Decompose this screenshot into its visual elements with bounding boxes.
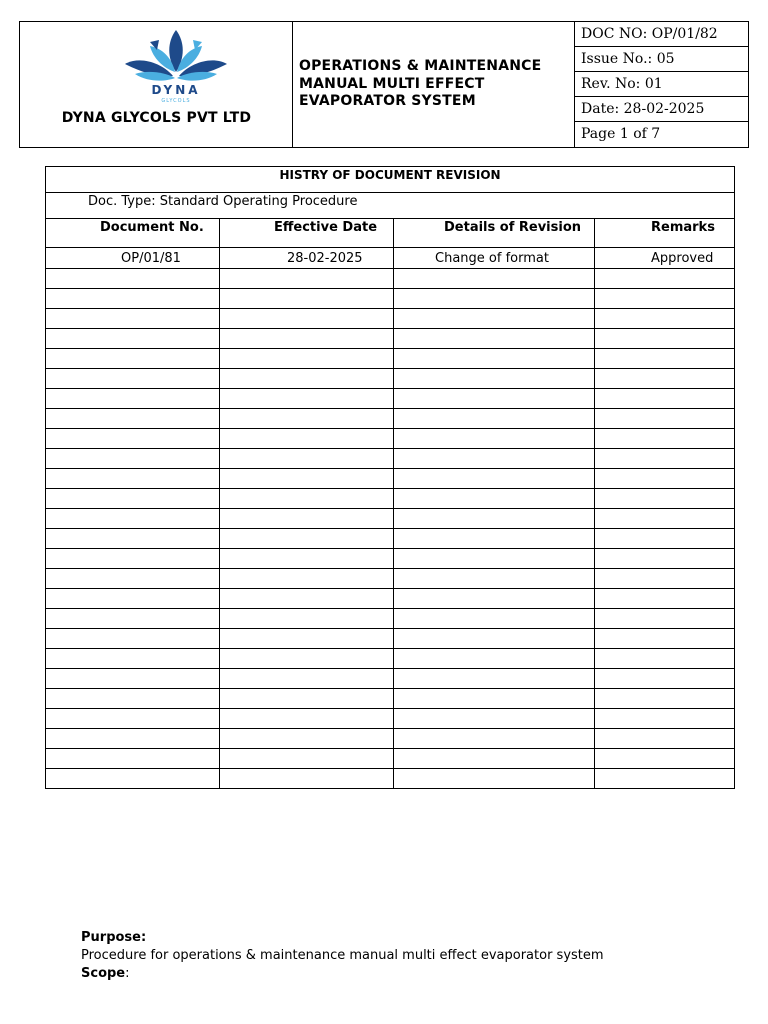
empty-table-cell [46,389,220,409]
empty-table-cell [220,529,394,549]
table-cell: Approved [595,248,735,269]
empty-table-cell [595,469,735,489]
empty-table-cell [595,609,735,629]
empty-table-cell [46,669,220,689]
empty-table-cell [220,289,394,309]
title-line: EVAPORATOR SYSTEM [299,93,476,109]
column-header: Effective Date [220,219,394,248]
empty-table-row [46,589,735,609]
doc-number: DOC NO: OP/01/82 [575,22,749,47]
empty-table-cell [595,709,735,729]
empty-table-cell [46,289,220,309]
empty-table-cell [46,509,220,529]
empty-table-cell [220,349,394,369]
empty-table-row [46,649,735,669]
purpose-label: Purpose: [81,930,147,945]
empty-table-row [46,629,735,649]
empty-table-row [46,389,735,409]
empty-table-cell [220,729,394,749]
empty-table-cell [220,509,394,529]
empty-table-cell [220,369,394,389]
empty-table-cell [46,349,220,369]
empty-table-cell [46,409,220,429]
empty-table-row [46,709,735,729]
empty-table-cell [595,389,735,409]
empty-table-cell [46,489,220,509]
empty-table-cell [595,409,735,429]
empty-table-cell [220,709,394,729]
page-number: Page 1 of 7 [581,126,661,142]
empty-table-row [46,469,735,489]
empty-table-cell [595,449,735,469]
empty-table-row [46,349,735,369]
empty-table-cell [394,329,595,349]
empty-table-cell [394,529,595,549]
revision-history-table [45,166,735,789]
empty-table-cell [394,629,595,649]
empty-table-cell [394,589,595,609]
table-header-row [46,219,735,248]
empty-table-cell [595,649,735,669]
empty-table-cell [394,769,595,789]
empty-table-cell [394,729,595,749]
empty-table-row [46,769,735,789]
lotus-logo-icon [123,28,229,108]
empty-table-cell [46,309,220,329]
logo-brand-text: DYNA [151,83,201,97]
empty-table-row [46,509,735,529]
empty-table-cell [46,649,220,669]
empty-table-cell [394,709,595,729]
empty-table-cell [220,649,394,669]
empty-table-cell [46,449,220,469]
empty-table-cell [394,449,595,469]
empty-table-row [46,449,735,469]
empty-table-row [46,729,735,749]
empty-table-cell [394,409,595,429]
empty-table-cell [595,689,735,709]
empty-table-row [46,309,735,329]
column-header: Document No. [46,219,220,248]
scope-colon: : [125,966,130,981]
empty-table-cell [220,629,394,649]
empty-table-cell [46,469,220,489]
empty-table-cell [595,589,735,609]
document-title [299,58,579,111]
empty-table-cell [220,329,394,349]
empty-table-cell [220,469,394,489]
empty-table-row [46,289,735,309]
empty-table-row [46,269,735,289]
title-line: MANUAL MULTI EFFECT [299,75,485,92]
empty-table-cell [46,729,220,749]
empty-table-cell [220,569,394,589]
empty-table-cell [595,369,735,389]
empty-table-cell [595,349,735,369]
empty-table-cell [220,309,394,329]
revision-number: Rev. No: 01 [575,72,749,97]
document-date: Date: 28-02-2025 [575,97,749,122]
empty-table-cell [46,529,220,549]
empty-table-row [46,609,735,629]
title-line: OPERATIONS & MAINTENANCE [299,58,542,74]
empty-table-cell [220,549,394,569]
empty-table-row [46,429,735,449]
empty-table-cell [220,589,394,609]
document-meta [574,22,749,147]
empty-table-row [46,549,735,569]
empty-table-cell [394,689,595,709]
empty-table-cell [595,549,735,569]
logo-sub-text: GLYCOLS [161,98,191,104]
table-cell: OP/01/81 [46,248,220,269]
empty-table-cell [46,369,220,389]
empty-table-cell [220,689,394,709]
empty-table-row [46,669,735,689]
empty-table-cell [220,609,394,629]
document-header [19,21,749,148]
issue-number: Issue No.: 05 [575,47,749,72]
empty-table-cell [394,269,595,289]
empty-table-cell [394,569,595,589]
empty-table-cell [394,349,595,369]
empty-table-row [46,369,735,389]
empty-table-cell [595,749,735,769]
empty-table-cell [220,749,394,769]
purpose-section [81,929,604,983]
empty-table-cell [46,329,220,349]
company-name: DYNA GLYCOLS PVT LTD [61,110,252,126]
empty-table-cell [394,469,595,489]
empty-table-cell [46,689,220,709]
empty-table-cell [220,389,394,409]
empty-table-cell [46,749,220,769]
empty-table-row [46,749,735,769]
empty-table-cell [394,389,595,409]
empty-table-row [46,409,735,429]
doc-type: Doc. Type: Standard Operating Procedure [46,193,735,219]
empty-table-cell [394,609,595,629]
empty-table-cell [46,769,220,789]
empty-table-cell [394,289,595,309]
empty-table-cell [220,409,394,429]
column-header: Remarks [595,219,735,248]
empty-table-cell [595,509,735,529]
purpose-text: Procedure for operations & maintenance manual multi effect evaporator system [81,948,604,963]
empty-table-cell [46,429,220,449]
empty-table-cell [394,429,595,449]
empty-table-cell [595,309,735,329]
revision-table-title: HISTRY OF DOCUMENT REVISION [46,167,735,193]
logo-cell [20,22,293,147]
empty-table-row [46,529,735,549]
table-cell: Change of format [394,248,595,269]
empty-table-cell [220,769,394,789]
empty-table-cell [220,449,394,469]
empty-table-cell [394,649,595,669]
empty-table-row [46,569,735,589]
empty-table-cell [46,269,220,289]
empty-table-cell [220,429,394,449]
empty-table-cell [394,509,595,529]
empty-table-cell [394,749,595,769]
empty-table-cell [595,529,735,549]
empty-table-cell [595,429,735,449]
empty-table-cell [46,709,220,729]
empty-table-row [46,489,735,509]
empty-table-cell [46,589,220,609]
column-header: Details of Revision [394,219,595,248]
empty-table-cell [595,569,735,589]
empty-table-cell [595,489,735,509]
empty-table-cell [595,729,735,749]
empty-table-cell [220,669,394,689]
empty-table-cell [46,609,220,629]
empty-table-cell [595,769,735,789]
empty-table-cell [595,629,735,649]
empty-table-cell [220,489,394,509]
empty-table-cell [46,629,220,649]
empty-table-cell [595,289,735,309]
empty-table-cell [394,309,595,329]
empty-table-row [46,329,735,349]
table-cell: 28-02-2025 [220,248,394,269]
empty-table-cell [394,369,595,389]
empty-table-cell [394,669,595,689]
empty-table-cell [595,669,735,689]
empty-table-row [46,689,735,709]
empty-table-cell [46,549,220,569]
table-row [46,248,735,269]
empty-table-cell [46,569,220,589]
empty-table-cell [394,489,595,509]
empty-table-cell [394,549,595,569]
empty-table-cell [220,269,394,289]
empty-table-cell [595,329,735,349]
scope-label: Scope [81,966,126,981]
empty-table-cell [595,269,735,289]
